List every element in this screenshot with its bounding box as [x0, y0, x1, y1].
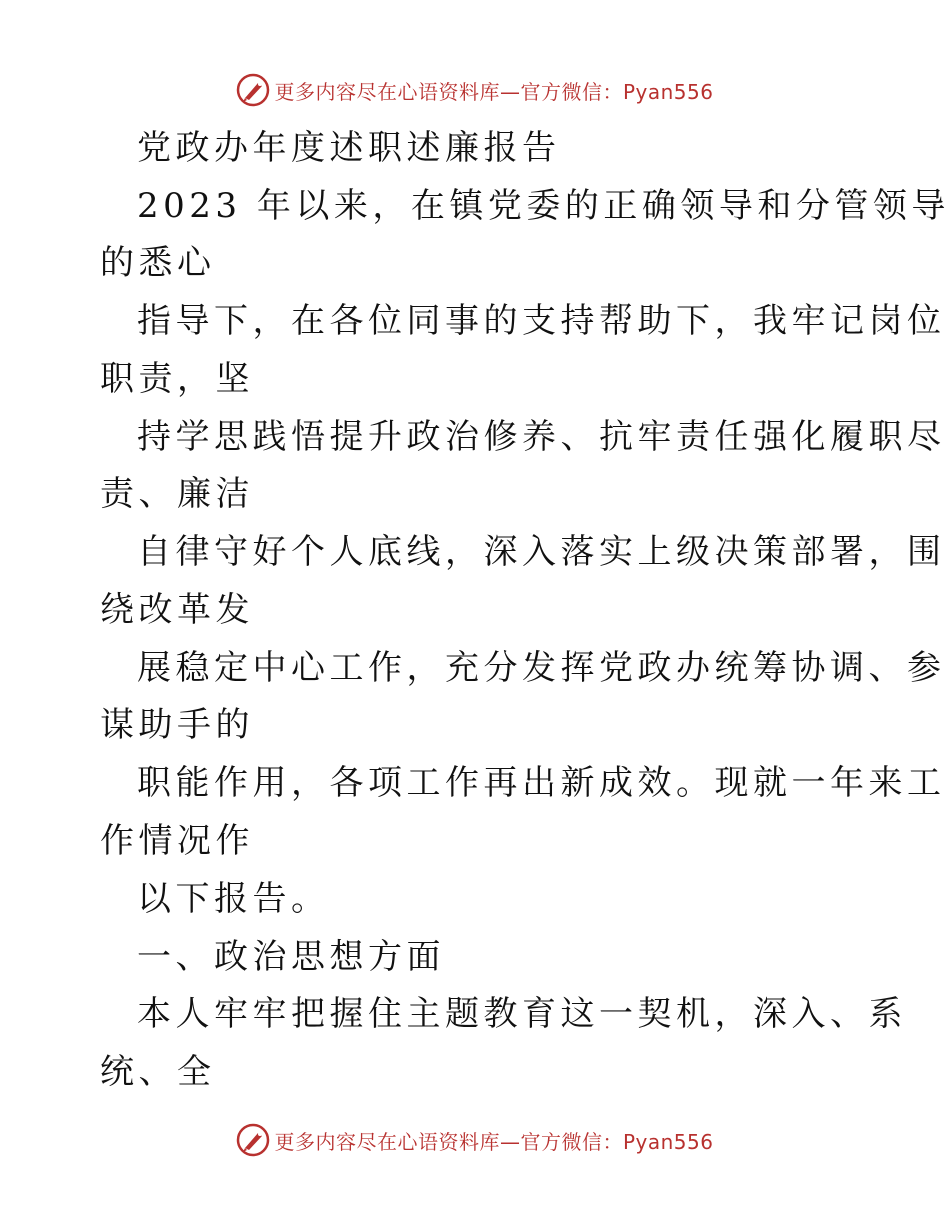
header-watermark	[0, 70, 950, 110]
paragraph-line: 指导下，在各位同事的支持帮助下，我牢记岗位	[137, 301, 946, 341]
watermark-text: 更多内容尽在心语资料库—官方微信：Pyan556	[274, 1129, 714, 1154]
paragraph-line: 持学思践悟提升政治修养、抗牢责任强化履职尽	[137, 417, 946, 457]
paragraph-line: 2023 年以来，在镇党委的正确领导和分管领导	[137, 186, 950, 226]
paragraph-line: 展稳定中心工作，充分发挥党政办统筹协调、参	[137, 648, 946, 688]
paragraph-line: 职责，坚	[100, 359, 254, 399]
pen-logo-icon	[236, 1123, 270, 1157]
paragraph-line: 统、全	[100, 1052, 216, 1092]
paragraph-line: 责、廉洁	[100, 474, 254, 514]
paragraph-line: 自律守好个人底线，深入落实上级决策部署，围	[137, 532, 946, 572]
watermark-text: 更多内容尽在心语资料库—官方微信：Pyan556	[274, 79, 714, 104]
pen-logo-icon	[236, 73, 270, 107]
paragraph-line: 的悉心	[100, 243, 216, 283]
paragraph-line: 以下报告。	[137, 879, 330, 919]
paragraph-line: 谋助手的	[100, 705, 254, 745]
footer-watermark	[0, 1120, 950, 1160]
section-heading: 一、政治思想方面	[137, 937, 445, 977]
document-title: 党政办年度述职述廉报告	[137, 128, 561, 168]
paragraph-line: 本人牢牢把握住主题教育这一契机，深入、系	[137, 994, 907, 1034]
paragraph-line: 职能作用，各项工作再出新成效。现就一年来工	[137, 763, 946, 803]
paragraph-line: 绕改革发	[100, 590, 254, 630]
paragraph-line: 作情况作	[100, 821, 254, 861]
